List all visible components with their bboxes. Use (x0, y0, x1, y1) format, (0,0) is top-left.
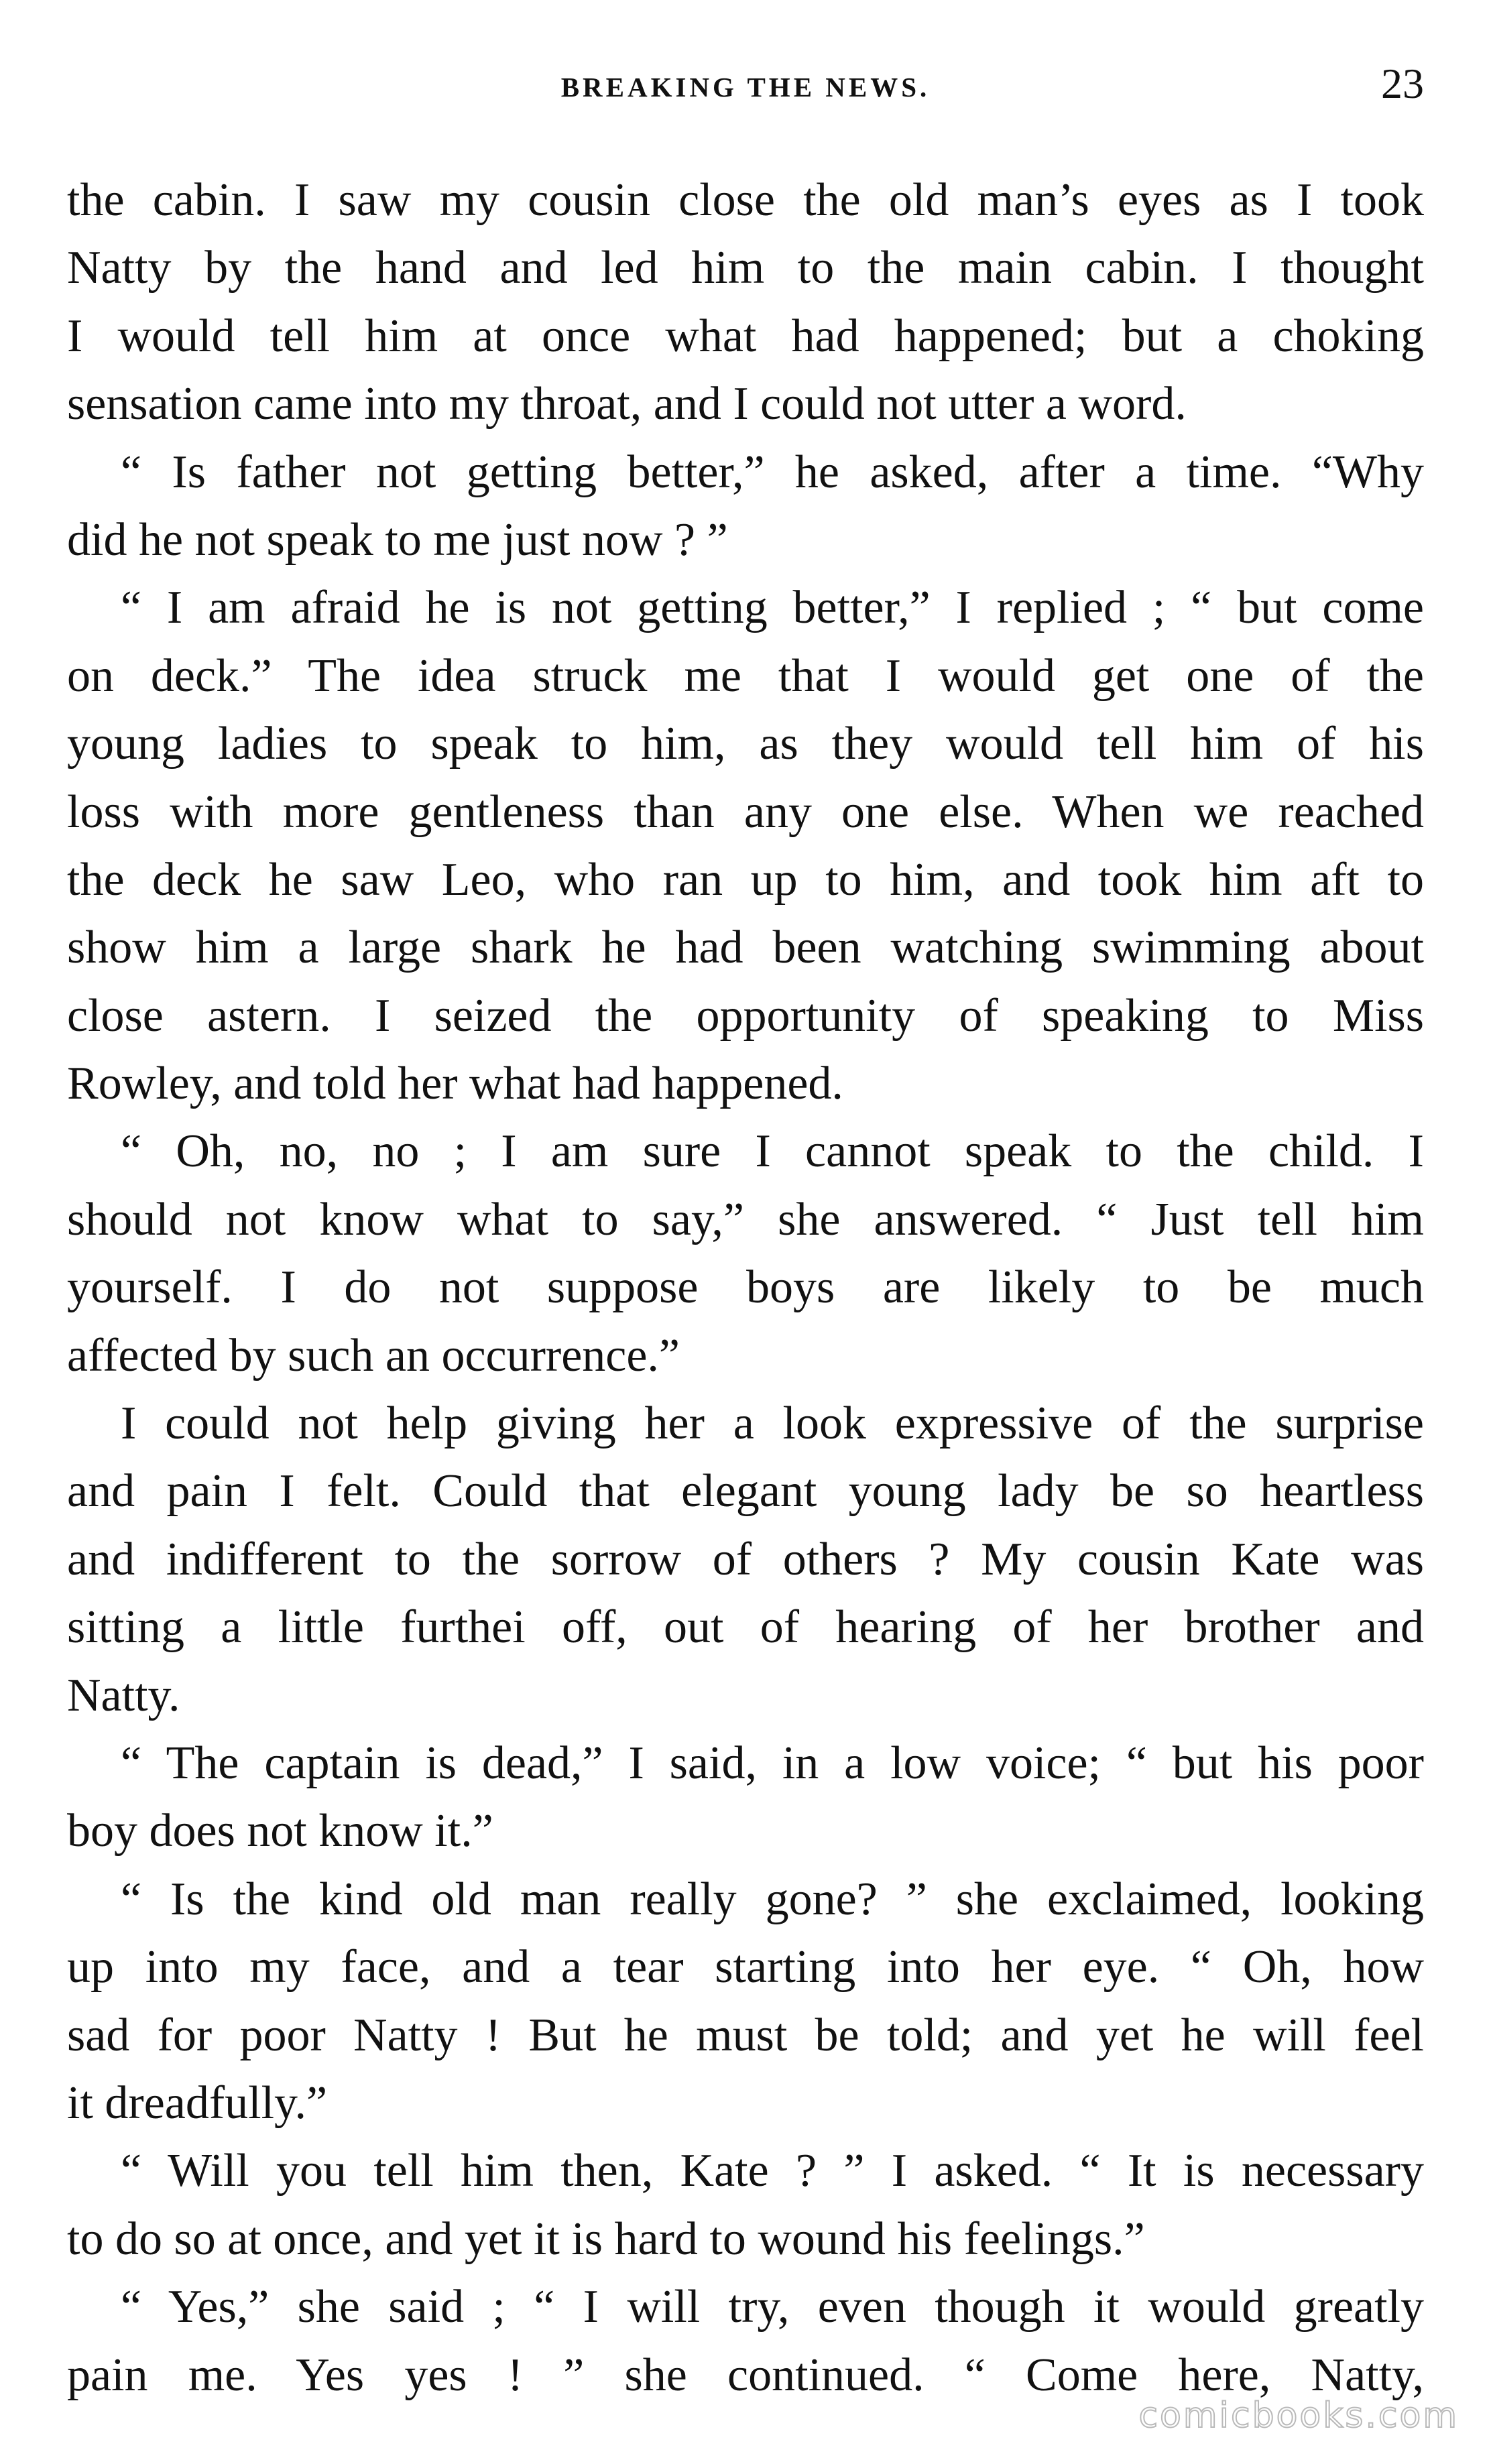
running-title: BREAKING THE NEWS. (560, 72, 931, 103)
text-line: and indifferent to the sorrow of others ? My cousin Kate was (67, 1533, 1424, 1585)
text-line: I would tell him at once what had happened; but a choking (67, 310, 1424, 362)
text-line: loss with more gentleness than any one else. When we reached (67, 786, 1424, 838)
text-line: close astern. I seized the opportunity of speaking to Miss (67, 989, 1424, 1042)
text-line: young ladies to speak to him, as they would tell him of his (67, 718, 1424, 770)
text-line: show him a large shark he had been watching swimming about (67, 922, 1424, 974)
running-head (67, 59, 1424, 119)
body-text (67, 166, 1424, 2409)
text-line: on deck.” The idea struck me that I would get one of the (67, 650, 1424, 702)
text-line: Natty by the hand and led him to the main cabin. I thought (67, 242, 1424, 294)
text-line: up into my face, and a tear starting into her eye. “ Oh, how (67, 1941, 1424, 1993)
text-line: affected by such an occurrence.” (67, 1329, 680, 1381)
page-number: 23 (1381, 60, 1424, 107)
text-line: Natty. (67, 1669, 180, 1721)
text-line: pain me. Yes yes ! ” she continued. “ Come here, Natty, (67, 2349, 1424, 2401)
text-line: I could not help giving her a look expressive of the surprise (121, 1398, 1424, 1450)
text-line: “ Is the kind old man really gone? ” she exclaimed, looking (121, 1873, 1424, 1925)
text-line: boy does not know it.” (67, 1805, 493, 1857)
text-line: “ The captain is dead,” I said, in a low voice; “ but his poor (121, 1737, 1424, 1789)
text-line: “ Will you tell him then, Kate ? ” I asked. “ It is necessary (121, 2145, 1424, 2197)
text-line: sensation came into my throat, and I could not utter a word. (67, 378, 1187, 430)
text-line: the deck he saw Leo, who ran up to him, and took him aft to (67, 853, 1424, 906)
text-line: to do so at once, and yet it is hard to wound his feelings.” (67, 2213, 1145, 2265)
text-line: Rowley, and told her what had happened. (67, 1058, 843, 1110)
text-line: and pain I felt. Could that elegant young lady be so heartless (67, 1465, 1424, 1518)
text-line: “ Is father not getting better,” he asked, after a time. “Why (121, 446, 1424, 498)
text-line: sad for poor Natty ! But he must be told; and yet he will feel (67, 2009, 1424, 2061)
text-line: did he not speak to me just now ? ” (67, 513, 728, 566)
text-line: the cabin. I saw my cousin close the old man’s eyes as I took (67, 174, 1424, 226)
text-line: sitting a little furthei off, out of hearing of her brother and (67, 1601, 1424, 1654)
text-line: yourself. I do not suppose boys are likely to be much (67, 1261, 1424, 1314)
text-line: “ Oh, no, no ; I am sure I cannot speak to the child. I (121, 1125, 1424, 1178)
text-line: should not know what to say,” she answered. “ Just tell him (67, 1193, 1424, 1245)
text-line: “ I am afraid he is not getting better,” I replied ; “ but come (121, 582, 1424, 634)
text-line: it dreadfully.” (67, 2077, 328, 2129)
watermark: comicbooks.com (1138, 2396, 1459, 2436)
text-line: “ Yes,” she said ; “ I will try, even though it would greatly (121, 2281, 1424, 2333)
